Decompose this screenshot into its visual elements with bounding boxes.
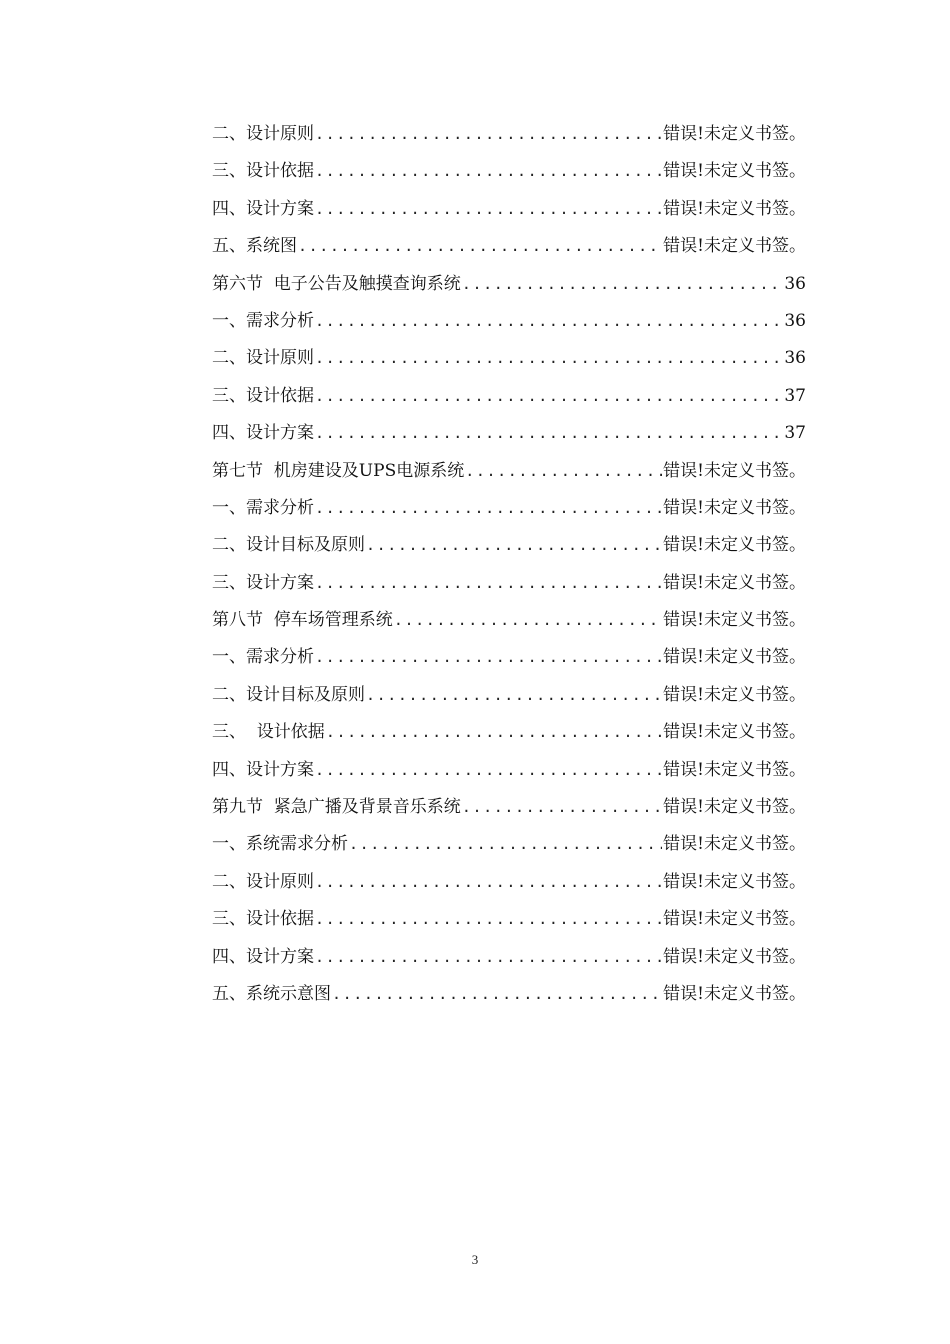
toc-entry-page: 错误!未定义书签。: [663, 759, 806, 780]
toc-dot-leader: [465, 453, 662, 490]
toc-dot-leader: [315, 901, 662, 938]
toc-dot-leader: [315, 153, 662, 190]
toc-entry-page: 错误!未定义书签。: [663, 909, 806, 930]
toc-entry-page: 36: [784, 348, 806, 369]
toc-dot-leader: [315, 752, 662, 789]
toc-entry[interactable]: [212, 789, 806, 826]
toc-entry-page: 错误!未定义书签。: [663, 198, 806, 219]
toc-entry-title: 三、设计依据: [212, 385, 314, 406]
toc-entry[interactable]: [212, 826, 806, 863]
toc-entry[interactable]: [212, 303, 806, 340]
toc-entry[interactable]: [212, 602, 806, 639]
toc-dot-leader: [349, 826, 662, 863]
toc-dot-leader: [315, 939, 662, 976]
toc-entry-title: 四、设计方案: [212, 198, 314, 219]
toc-entry[interactable]: [212, 340, 806, 377]
toc-dot-leader: [315, 864, 662, 901]
toc-dot-leader: [315, 116, 662, 153]
toc-entry-page: 错误!未定义书签。: [663, 236, 806, 257]
toc-entry-title: 二、设计目标及原则: [212, 535, 365, 556]
toc-entry-page: 错误!未定义书签。: [663, 572, 806, 593]
toc-dot-leader: [366, 677, 662, 714]
toc-entry-title: 五、系统图: [212, 236, 297, 257]
toc-entry-title: 三、设计依据: [212, 909, 314, 930]
toc-entry[interactable]: [212, 415, 806, 452]
toc-dot-leader: [462, 266, 784, 303]
toc-entry-page: 37: [784, 423, 806, 444]
toc-entry[interactable]: [212, 527, 806, 564]
toc-entry-title: 三、设计方案: [212, 572, 314, 593]
toc-entry-page: 36: [784, 310, 806, 331]
toc-entry-title: 三、设计依据: [212, 161, 314, 182]
toc-entry-title: 一、需求分析: [212, 310, 314, 331]
toc-entry-page: 37: [784, 385, 806, 406]
toc-entry[interactable]: [212, 639, 806, 676]
toc-entry-page: 错误!未定义书签。: [663, 497, 806, 518]
toc-entry[interactable]: [212, 490, 806, 527]
toc-entry-page: 36: [784, 273, 806, 294]
toc-entry-page: 错误!未定义书签。: [663, 797, 806, 818]
toc-entry[interactable]: [212, 714, 806, 751]
toc-dot-leader: [315, 639, 662, 676]
toc-entry[interactable]: [212, 939, 806, 976]
toc-entry[interactable]: [212, 153, 806, 190]
toc-entry-title: 四、设计方案: [212, 946, 314, 967]
toc-dot-leader: [315, 191, 662, 228]
toc-entry-page: 错误!未定义书签。: [663, 834, 806, 855]
toc-entry[interactable]: [212, 677, 806, 714]
toc-entry[interactable]: [212, 901, 806, 938]
toc-entry-page: 错误!未定义书签。: [663, 722, 806, 743]
toc-entry-title: 第六节 电子公告及触摸查询系统: [212, 273, 461, 294]
table-of-contents: [212, 116, 806, 1013]
toc-entry-page: 错误!未定义书签。: [663, 535, 806, 556]
toc-entry-title: 二、设计目标及原则: [212, 684, 365, 705]
toc-entry[interactable]: [212, 453, 806, 490]
toc-entry-title: 四、设计方案: [212, 423, 314, 444]
toc-entry-page: 错误!未定义书签。: [663, 161, 806, 182]
toc-entry-page: 错误!未定义书签。: [663, 647, 806, 668]
toc-dot-leader: [394, 602, 662, 639]
toc-entry[interactable]: [212, 191, 806, 228]
toc-entry[interactable]: [212, 976, 806, 1013]
toc-entry-title: 四、设计方案: [212, 759, 314, 780]
toc-dot-leader: [366, 527, 662, 564]
toc-dot-leader: [315, 490, 662, 527]
toc-dot-leader: [326, 714, 662, 751]
toc-entry-title: 一、需求分析: [212, 497, 314, 518]
toc-dot-leader: [315, 415, 783, 452]
toc-dot-leader: [332, 976, 662, 1013]
toc-entry-page: 错误!未定义书签。: [663, 124, 806, 144]
toc-entry-title: 三、 设计依据: [212, 722, 325, 743]
toc-entry-title: 一、系统需求分析: [212, 834, 348, 855]
toc-entry-page: 错误!未定义书签。: [663, 684, 806, 705]
toc-entry[interactable]: [212, 565, 806, 602]
toc-entry-page: 错误!未定义书签。: [663, 983, 806, 1004]
toc-entry[interactable]: [212, 228, 806, 265]
toc-entry-title: 一、需求分析: [212, 647, 314, 668]
toc-dot-leader: [315, 565, 662, 602]
toc-entry-page: 错误!未定义书签。: [663, 460, 806, 481]
toc-entry[interactable]: [212, 266, 806, 303]
toc-entry-title: 二、设计原则: [212, 124, 314, 144]
toc-entry-title: 第七节 机房建设及UPS电源系统: [212, 460, 465, 481]
toc-entry-title: 第八节 停车场管理系统: [212, 610, 393, 631]
toc-dot-leader: [462, 789, 662, 826]
toc-entry-title: 五、系统示意图: [212, 983, 331, 1004]
toc-entry-page: 错误!未定义书签。: [663, 946, 806, 967]
toc-entry[interactable]: [212, 864, 806, 901]
toc-entry-page: 错误!未定义书签。: [663, 871, 806, 892]
toc-entry-page: 错误!未定义书签。: [663, 610, 806, 631]
toc-dot-leader: [315, 340, 783, 377]
toc-entry[interactable]: [212, 378, 806, 415]
page-number: 3: [471, 1252, 479, 1267]
toc-entry[interactable]: [212, 752, 806, 789]
toc-dot-leader: [315, 378, 783, 415]
toc-entry[interactable]: [212, 116, 806, 153]
toc-entry-title: 第九节 紧急广播及背景音乐系统: [212, 797, 461, 818]
toc-dot-leader: [298, 228, 662, 265]
toc-entry-title: 二、设计原则: [212, 348, 314, 369]
toc-entry-title: 二、设计原则: [212, 871, 314, 892]
toc-dot-leader: [315, 303, 783, 340]
